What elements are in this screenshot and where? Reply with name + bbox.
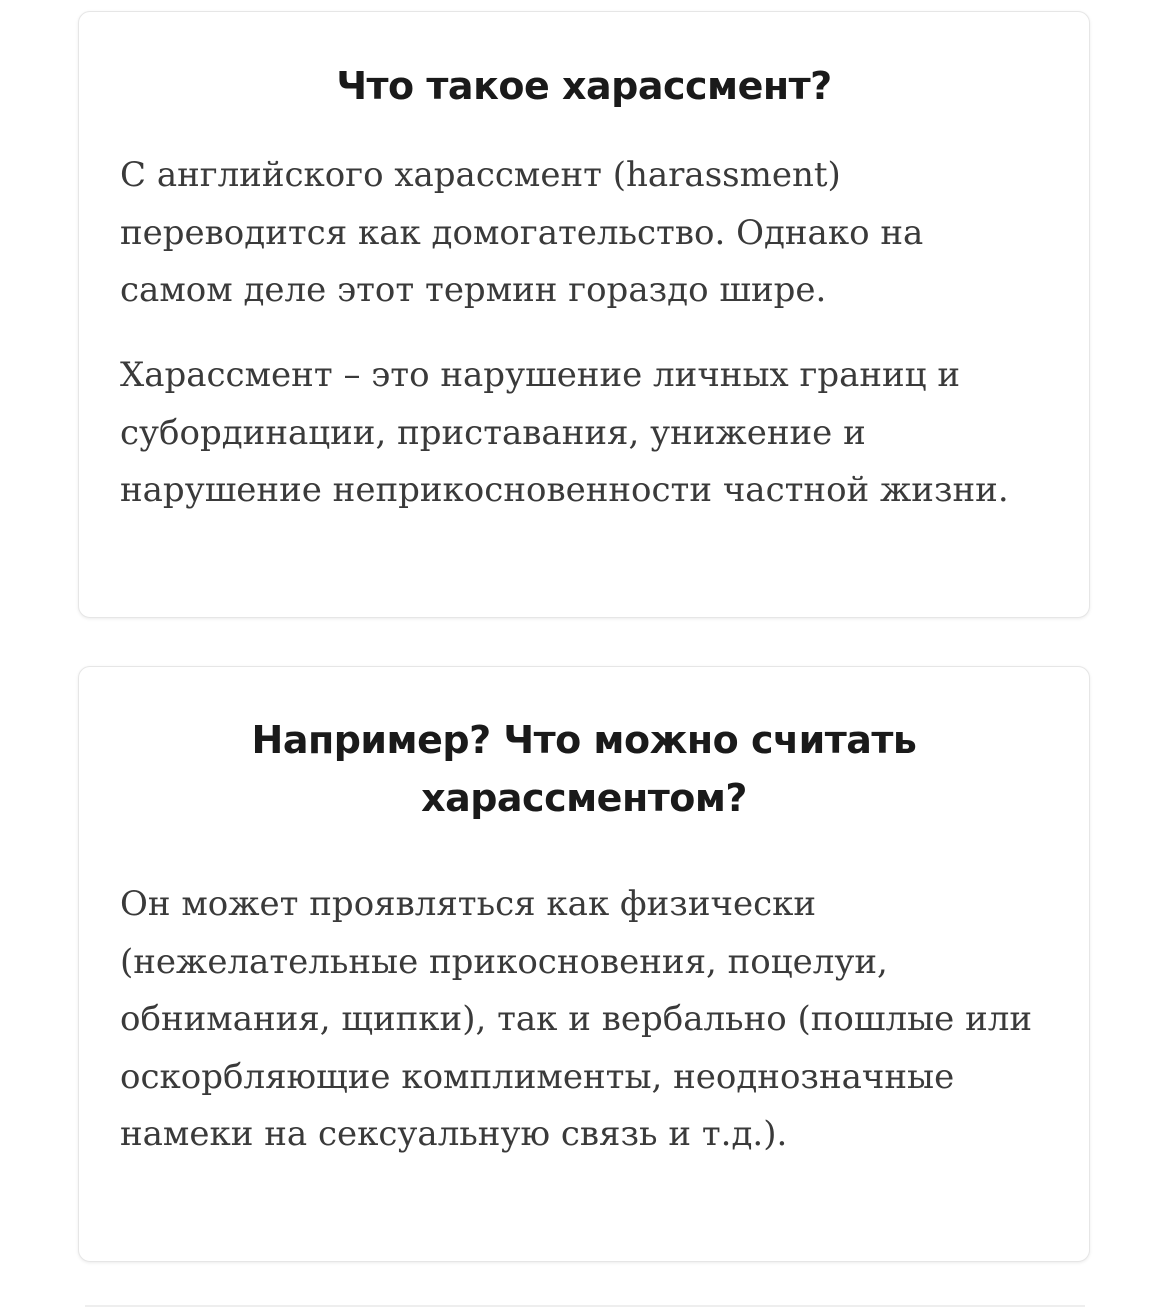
card-title: Что такое харассмент? bbox=[336, 64, 832, 108]
section-divider bbox=[85, 1305, 1085, 1307]
card-paragraph: Он может проявляться как физически (нежелательные прикосновения, поцелуи, обнимания, щипки), так и вербально (пошлые или оскорбляющие комплименты, неоднозначные намеки на сексуальную связь и т.д.). bbox=[120, 884, 1033, 1154]
card-paragraph: Харассмент – это нарушение личных границ и субординации, приставания, унижение и нарушение неприкосновенности частной жизни. bbox=[120, 355, 1009, 510]
card-title: Например? Что можно считать харассментом? bbox=[251, 718, 917, 820]
card-paragraph: С английского харассмент (harassment) переводится как домогательство. Однако на самом деле этот термин гораздо шире. bbox=[120, 155, 924, 310]
